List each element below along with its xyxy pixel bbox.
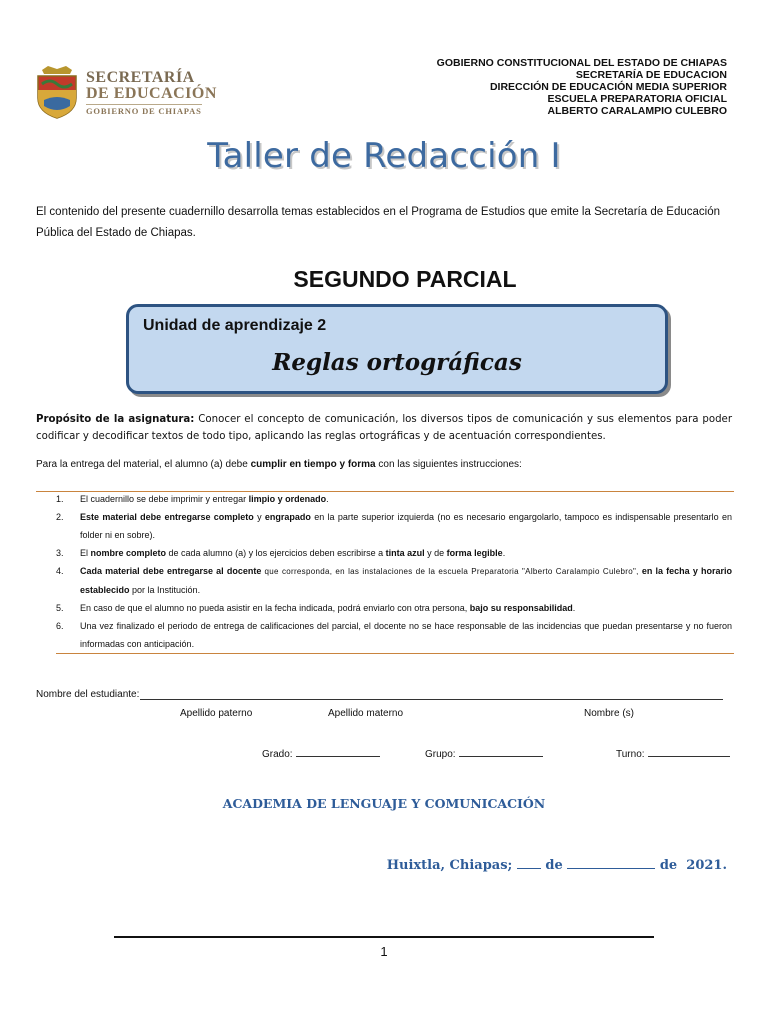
item-text: En caso de que el alumno no pueda asistir en la fecha indicada, podrá enviarlo con otra persona, <box>80 603 470 613</box>
grado-group <box>262 746 380 760</box>
item-text: El <box>80 548 91 558</box>
student-name-field[interactable] <box>140 699 723 700</box>
item-emphasis: Cada material debe entregarse al docente <box>80 566 262 576</box>
list-item <box>56 490 732 508</box>
item-emphasis: tinta azul <box>385 548 425 558</box>
year-text: 2021. <box>686 858 727 873</box>
list-number: 5. <box>56 603 64 613</box>
academy-name: ACADEMIA DE LENGUAJE Y COMUNICACIÓN <box>222 796 546 811</box>
delivery-intro <box>36 459 732 470</box>
item-emphasis: en la fecha y horario establecido <box>80 566 732 595</box>
purpose-paragraph <box>36 411 732 445</box>
purpose-label: Propósito de la asignatura: <box>36 414 195 425</box>
chiapas-coat-of-arms-icon <box>34 64 80 120</box>
logo-line-2: DE EDUCACIÓN <box>86 85 217 102</box>
item-text: . <box>326 494 329 504</box>
turno-label: Turno: <box>616 749 645 760</box>
item-text: y de <box>424 548 447 558</box>
date-connector: de <box>545 858 563 873</box>
item-text: El cuadernillo se debe imprimir y entregar <box>80 494 249 504</box>
unit-label: Unidad de aprendizaje 2 <box>143 317 327 334</box>
delivery-text: Para la entrega del material, el alumno (a) debe <box>36 459 251 470</box>
delivery-text: con las siguientes instrucciones: <box>375 459 522 470</box>
divider-bottom <box>56 653 734 654</box>
apellido-materno-label: Apellido materno <box>328 708 404 719</box>
turno-group <box>616 746 730 760</box>
item-emphasis: engrapado <box>264 512 311 522</box>
item-text: que corresponda, en las instalaciones de la escuela Preparatoria "Alberto Caralampio Culebro", <box>261 567 642 576</box>
item-text: Una vez finalizado el periodo de entrega de calificaciones del parcial, el docente no se hace responsable de las incidencias que puedan presentarse y no fueron informadas con anticipación. <box>80 621 732 649</box>
list-item <box>56 508 732 544</box>
intro-paragraph: El contenido del presente cuadernillo desarrolla temas establecidos en el Programa de Estudios que emite la Secretaría de Educación Pública del Estado de Chiapas. <box>36 206 721 239</box>
header-line: GOBIERNO CONSTITUCIONAL DEL ESTADO DE CHIAPAS <box>436 57 727 69</box>
header-line: ESCUELA PREPARATORIA OFICIAL <box>547 93 727 105</box>
list-item <box>56 617 732 653</box>
unit-topic: Reglas ortográficas <box>272 349 522 376</box>
page-number: 1 <box>380 944 388 959</box>
place-text: Huixtla, Chiapas; <box>386 858 513 873</box>
unit-box <box>126 304 668 394</box>
institution-header <box>437 57 727 117</box>
list-item <box>56 544 732 562</box>
list-item <box>56 599 732 617</box>
grupo-group <box>425 746 543 760</box>
item-emphasis: forma legible <box>446 548 503 558</box>
grupo-label: Grupo: <box>425 749 456 760</box>
item-text: de cada alumno (a) y los ejercicios deben escribirse a <box>166 548 386 558</box>
header-line: ALBERTO CARALAMPIO CULEBRO <box>547 105 727 117</box>
student-name-label: Nombre del estudiante: <box>36 689 140 700</box>
purpose-text: Conocer el concepto de comunicación, los diversos tipos de comunicación y sus elementos para poder codificar y decodificar textos de todo tipo, aplicando las reglas ortográficas y de acentuación correspondientes. <box>36 414 733 442</box>
header-line: SECRETARÍA DE EDUCACION <box>575 69 727 81</box>
list-number: 4. <box>56 566 64 576</box>
list-number: 2. <box>56 512 64 522</box>
item-text: por la Institución. <box>129 585 201 595</box>
item-text: . <box>572 603 576 613</box>
grado-label: Grado: <box>262 749 293 760</box>
turno-field[interactable] <box>648 746 730 757</box>
nombre-label: Nombre (s) <box>584 708 635 719</box>
item-emphasis: Este material debe entregarse completo <box>80 512 254 522</box>
partial-heading: SEGUNDO PARCIAL <box>293 266 517 292</box>
document-title: Taller de Redacción I <box>207 136 561 176</box>
delivery-emphasis: cumplir en tiempo y forma <box>250 459 376 470</box>
list-number: 1. <box>56 494 64 504</box>
day-field[interactable] <box>517 856 541 869</box>
grupo-field[interactable] <box>459 746 543 757</box>
list-number: 6. <box>56 621 64 631</box>
instructions-list <box>56 490 732 653</box>
secretaria-educacion-logo <box>34 64 226 120</box>
date-connector: de <box>659 858 678 873</box>
grado-field[interactable] <box>296 746 380 757</box>
apellido-paterno-label: Apellido paterno <box>180 708 253 719</box>
header-line: DIRECCIÓN DE EDUCACIÓN MEDIA SUPERIOR <box>489 81 727 93</box>
item-emphasis: bajo su responsabilidad <box>469 603 573 613</box>
footer-divider <box>114 936 654 938</box>
logo-line-1: SECRETARÍA <box>86 69 195 86</box>
month-field[interactable] <box>567 856 655 869</box>
item-text: . <box>502 548 506 558</box>
list-item <box>56 562 732 599</box>
place-date-line <box>387 856 727 873</box>
item-text: en la parte superior izquierda (no es necesario engargolarlo, tampoco es indispensable presentarlo en folder ni en sobre). <box>80 512 732 540</box>
list-number: 3. <box>56 548 64 558</box>
item-text: y <box>253 512 265 522</box>
item-emphasis: nombre completo <box>90 548 167 558</box>
item-emphasis: limpio y ordenado <box>248 494 327 504</box>
logo-line-3: GOBIERNO DE CHIAPAS <box>86 106 202 116</box>
